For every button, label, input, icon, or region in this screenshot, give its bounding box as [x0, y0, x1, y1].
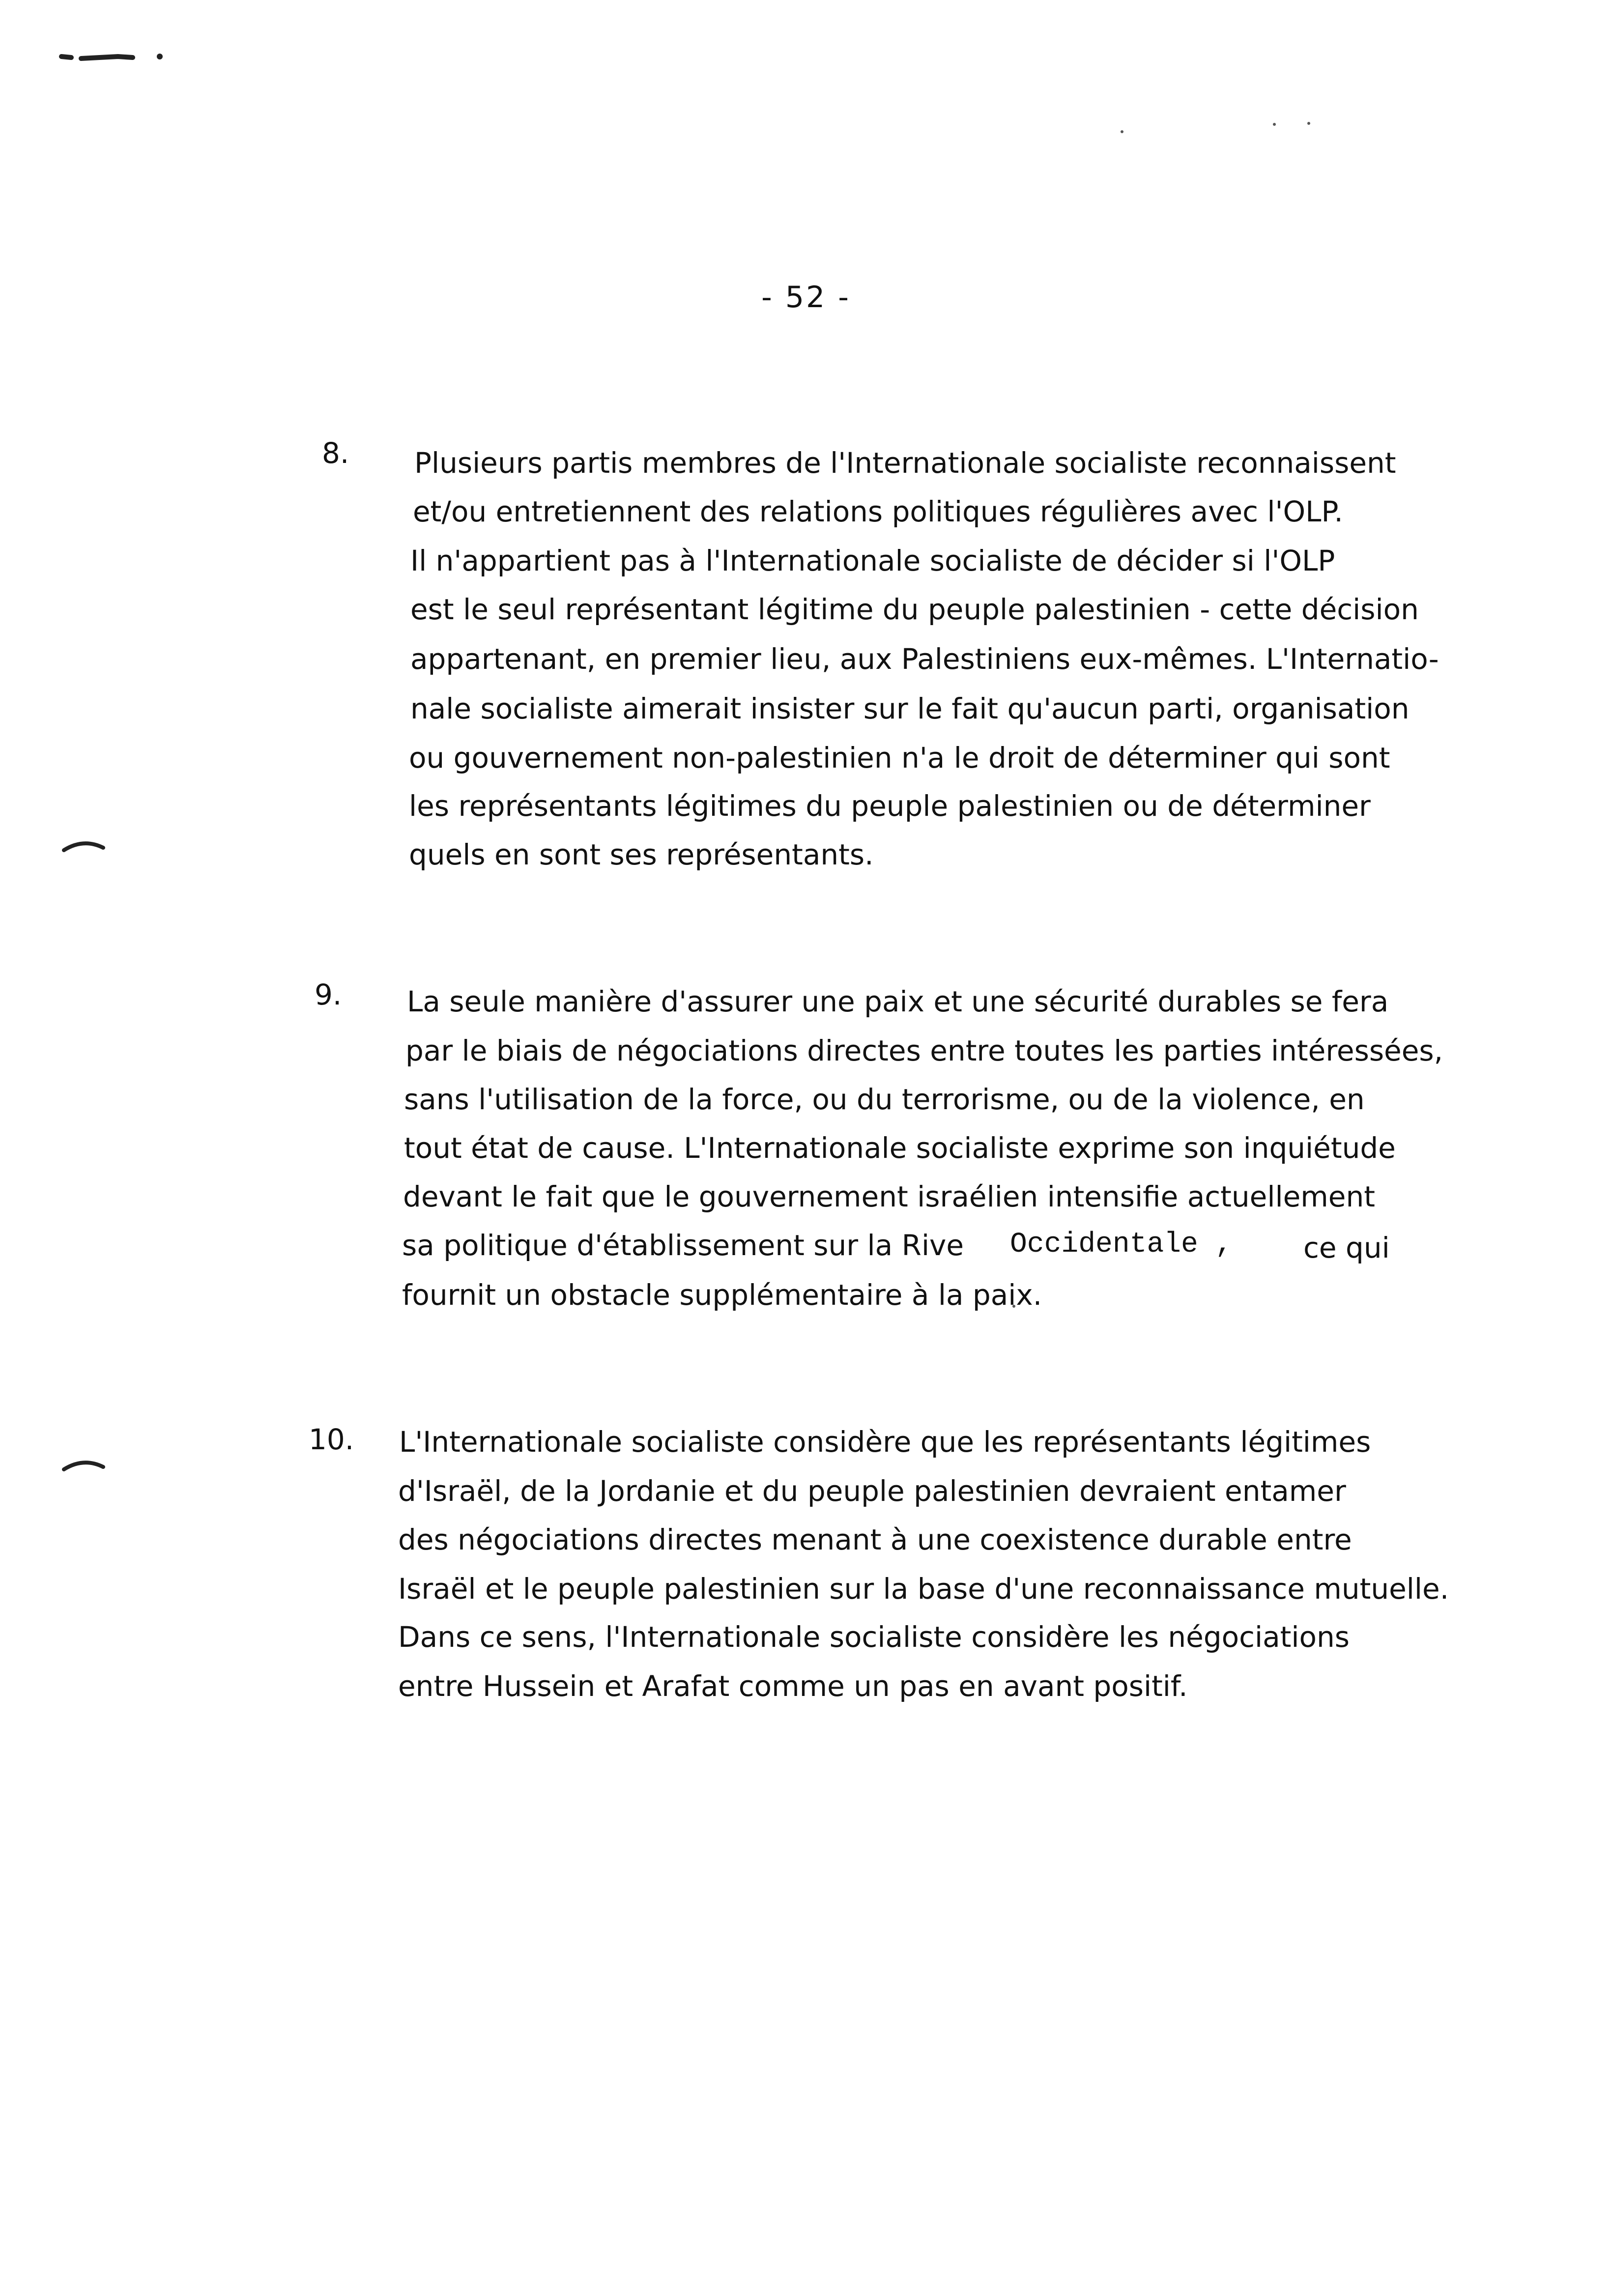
paragraph-line: sans l'utilisation de la force, ou du terrorisme, ou de la violence, en — [404, 1083, 1365, 1116]
scan-speck — [1273, 123, 1276, 126]
paragraph-line-tail: ce qui — [1303, 1231, 1390, 1264]
hole-punch-mark-2 — [61, 1455, 106, 1474]
paragraph-line: Plusieurs partis membres de l'Internationale socialiste reconnaissent — [414, 446, 1396, 480]
paragraph-number: 8. — [322, 436, 349, 470]
paragraph-line: entre Hussein et Arafat comme un pas en avant positif. — [398, 1669, 1188, 1703]
hole-punch-mark-1 — [61, 835, 106, 855]
paragraph-line: par le biais de négociations directes entre toutes les parties intéressées, — [405, 1034, 1443, 1067]
paragraph-line: nale socialiste aimerait insister sur le fait qu'aucun parti, organisation — [410, 692, 1410, 725]
paragraph-line: des négociations directes menant à une coexistence durable entre — [398, 1523, 1352, 1556]
paragraph-line: quels en sont ses représentants. — [409, 838, 874, 871]
paragraph-line: est le seul représentant légitime du peuple palestinien - cette décision — [410, 593, 1419, 626]
typed-insert: Occidentale , — [1010, 1229, 1233, 1261]
paragraph-line: fournit un obstacle supplémentaire à la paix. — [402, 1278, 1042, 1312]
paragraph-line: Israël et le peuple palestinien sur la base d'une reconnaissance mutuelle. — [398, 1572, 1449, 1606]
paragraph-line: La seule manière d'assurer une paix et une sécurité durables se fera — [407, 985, 1389, 1018]
paragraph-line: Il n'appartient pas à l'Internationale socialiste de décider si l'OLP — [410, 544, 1335, 577]
scan-speck — [1121, 130, 1123, 133]
scan-mark-top-left — [59, 47, 172, 66]
page-number: - 52 - — [761, 280, 851, 315]
paragraph-line: les représentants légitimes du peuple palestinien ou de déterminer — [409, 789, 1371, 823]
paragraph-number: 9. — [315, 978, 342, 1011]
paragraph-line: d'Israël, de la Jordanie et du peuple palestinien devraient entamer — [398, 1474, 1346, 1508]
paragraph-line: L'Internationale socialiste considère que les représentants légitimes — [399, 1425, 1371, 1459]
paragraph-line: Dans ce sens, l'Internationale socialiste considère les négociations — [398, 1620, 1350, 1654]
paragraph-line: ou gouvernement non-palestinien n'a le droit de déterminer qui sont — [409, 741, 1390, 775]
scan-speck — [1307, 122, 1310, 125]
paragraph-line: devant le fait que le gouvernement israélien intensifie actuellement — [403, 1180, 1375, 1213]
paragraph-line: et/ou entretiennent des relations politiques régulières avec l'OLP. — [413, 495, 1343, 528]
paragraph-line: tout état de cause. L'Internationale socialiste exprime son inquiétude — [404, 1131, 1396, 1165]
paragraph-line: sa politique d'établissement sur la Rive — [402, 1229, 964, 1262]
paragraph-line: appartenant, en premier lieu, aux Palestiniens eux-mêmes. L'Internatio- — [410, 642, 1439, 676]
paragraph-number: 10. — [309, 1423, 354, 1456]
